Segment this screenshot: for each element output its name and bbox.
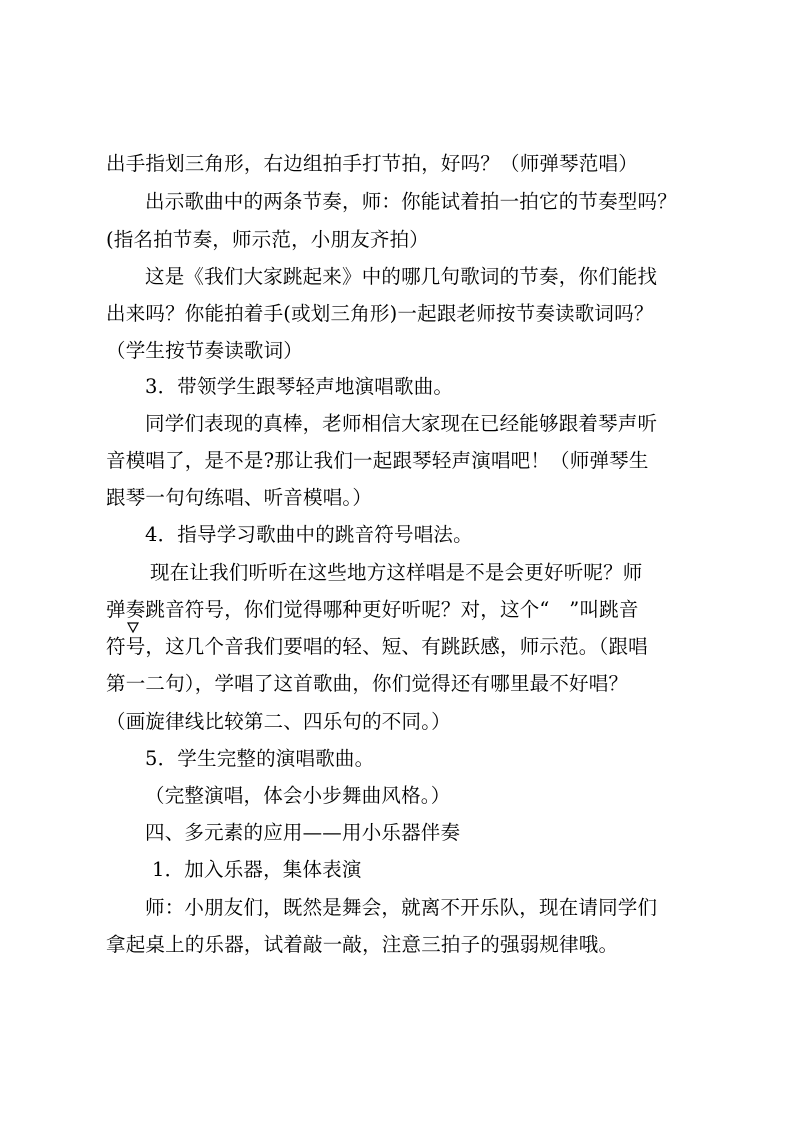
section-heading-3: 3．带领学生跟琴轻声地演唱歌曲。 (145, 375, 454, 398)
paragraph-line-15: （完整演唱，体会小步舞曲风格。） (145, 784, 451, 807)
paragraph-line-4: 这是《我们大家跳起来》中的哪几句歌词的节奏，你们能找 (145, 265, 658, 288)
paragraph-line-11: 弹奏跳音符号，你们觉得哪种更好听呢？对，这个“ ”叫跳音 (106, 598, 639, 621)
paragraph-line-12: 符号，这几个音我们要唱的轻、短、有跳跃感，师示范。（跟唱 (106, 635, 648, 658)
paragraph-line-7: 同学们表现的真棒，老师相信大家现在已经能够跟着琴声听 (145, 412, 658, 435)
paragraph-line-1: 出手指划三角形，右边组拍手打节拍，好吗？（师弹琴范唱） (106, 152, 638, 175)
section-heading-4: 4．指导学习歌曲中的跳音符号唱法。 (145, 523, 473, 546)
paragraph-line-14: （画旋律线比较第二、四乐句的不同。） (106, 710, 451, 733)
paragraph-line-2: 出示歌曲中的两条节奏，师：你能试着拍一拍它的节奏型吗？ (145, 190, 677, 213)
paragraph-line-13: 第一二句），学唱了这首歌曲，你们觉得还有哪里最不好唱？ (106, 672, 629, 695)
section-heading-5: 5．学生完整的演唱歌曲。 (145, 747, 375, 770)
paragraph-line-5: 出来吗？你能拍着手(或划三角形)一起跟老师按节奏读歌词吗？ (106, 302, 654, 325)
paragraph-line-6: （学生按节奏读歌词） (106, 339, 304, 362)
staccato-symbol-icon (127, 622, 139, 634)
paragraph-line-8: 音模唱了，是不是?那让我们一起跟琴轻声演唱吧！（师弹琴生 (106, 449, 649, 472)
paragraph-line-17: 拿起桌上的乐器，试着敲一敲，注意三拍子的强弱规律哦。 (106, 933, 619, 956)
subsection-heading-1: 1．加入乐器，集体表演 (152, 858, 362, 881)
section-heading-4-main: 四、多元素的应用——用小乐器伴奏 (145, 821, 461, 844)
paragraph-line-3: (指名拍节奏，师示范，小朋友齐拍） (106, 228, 430, 251)
paragraph-line-10: 现在让我们听听在这些地方这样唱是不是会更好听呢？师 (150, 561, 643, 584)
paragraph-line-16: 师：小朋友们，既然是舞会，就离不开乐队，现在请同学们 (145, 896, 658, 919)
paragraph-line-9: 跟琴一句句练唱、听音模唱。） (106, 486, 373, 509)
